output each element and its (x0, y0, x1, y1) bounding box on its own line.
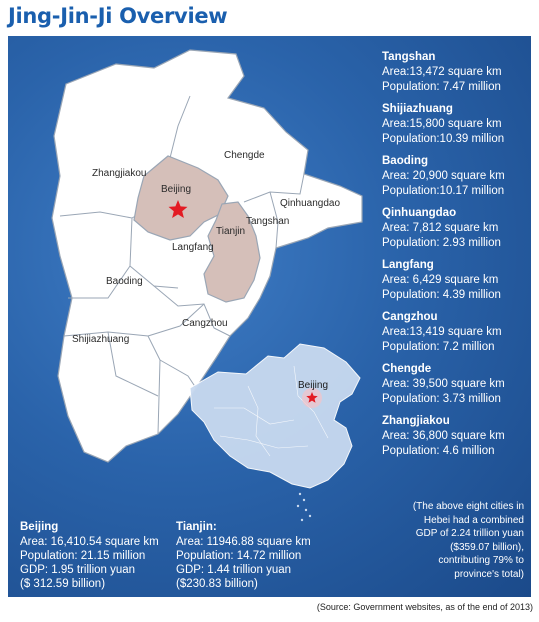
note-line: province's total) (454, 568, 524, 580)
china-inset-map (190, 344, 360, 521)
beijing-area: Area: 16,410.54 square km (20, 536, 159, 548)
tianjin-stats (176, 520, 346, 591)
city-population: Population: 4.6 million (382, 445, 495, 457)
city-area: Area: 7,812 square km (382, 222, 499, 234)
city-item (382, 206, 530, 251)
city-area: Area:13,419 square km (382, 326, 502, 338)
city-population: Population:10.17 million (382, 185, 505, 197)
label-langfang: Langfang (172, 242, 214, 253)
city-name: Cangzhou (382, 311, 438, 323)
page-title: Jing-Jin-Ji Overview (8, 4, 228, 28)
note-line: GDP of 2.24 trillion yuan (415, 528, 524, 539)
city-stats-list (382, 50, 530, 466)
city-population: Population: 4.39 million (382, 289, 501, 301)
beijing-name: Beijing (20, 521, 59, 533)
city-area: Area: 6,429 square km (382, 274, 499, 286)
label-qinhuangdao: Qinhuangdao (280, 198, 341, 209)
tianjin-gdp: GDP: 1.44 trillion yuan (176, 564, 292, 576)
beijing-stats (20, 520, 180, 591)
city-name: Shijiazhuang (382, 103, 453, 115)
beijing-gdp: GDP: 1.95 trillion yuan (20, 564, 136, 576)
city-name: Langfang (382, 259, 434, 271)
label-chengde: Chengde (224, 150, 265, 161)
city-item (382, 50, 530, 95)
city-area: Area:13,472 square km (382, 66, 502, 78)
tianjin-name: Tianjin: (176, 521, 217, 533)
note-line: contributing 79% to (438, 555, 524, 566)
label-tangshan: Tangshan (246, 216, 290, 227)
beijing-population: Population: 21.15 million (20, 550, 146, 562)
city-name: Tangshan (382, 51, 436, 63)
source-note: (Source: Government websites, as of the end of 2013) (316, 602, 533, 612)
city-population: Population:10.39 million (382, 133, 505, 145)
label-tianjin: Tianjin (216, 226, 246, 237)
city-item (382, 154, 530, 199)
city-name: Qinhuangdao (382, 207, 457, 219)
city-area: Area:15,800 square km (382, 118, 502, 130)
label-shijiazhuang: Shijiazhuang (72, 334, 130, 345)
note-line: ($359.07 billion), (450, 541, 524, 553)
city-population: Population: 3.73 million (382, 393, 501, 405)
city-item (382, 258, 530, 303)
city-population: Population: 2.93 million (382, 237, 501, 249)
city-item (382, 102, 530, 147)
inset-label-beijing: Beijing (298, 380, 329, 391)
tianjin-gdp-usd: ($230.83 billion) (176, 578, 258, 590)
label-baoding: Baoding (106, 276, 143, 287)
tianjin-population: Population: 14.72 million (176, 550, 302, 562)
tianjin-area: Area: 11946.88 square km (176, 536, 311, 548)
label-zhangjiakou: Zhangjiakou (92, 168, 147, 179)
label-cangzhou: Cangzhou (182, 318, 228, 329)
city-name: Zhangjiakou (382, 415, 450, 427)
beijing-gdp-usd: ($ 312.59 billion) (20, 578, 106, 590)
city-item (382, 362, 530, 407)
note-line: (The above eight cities in (412, 501, 524, 512)
city-area: Area: 39,500 square km (382, 378, 505, 390)
city-item (382, 310, 530, 355)
label-beijing: Beijing (161, 184, 192, 195)
map-panel (8, 36, 531, 597)
south-sea-islands (297, 493, 311, 521)
city-item (382, 414, 530, 459)
note-line: Hebei had a combined (423, 514, 524, 526)
city-area: Area: 20,900 square km (382, 170, 505, 182)
city-population: Population: 7.47 million (382, 81, 501, 93)
city-area: Area: 36,800 square km (382, 430, 505, 442)
hebei-gdp-note (386, 500, 524, 581)
city-name: Baoding (382, 155, 428, 167)
city-name: Chengde (382, 363, 432, 375)
city-population: Population: 7.2 million (382, 341, 495, 353)
